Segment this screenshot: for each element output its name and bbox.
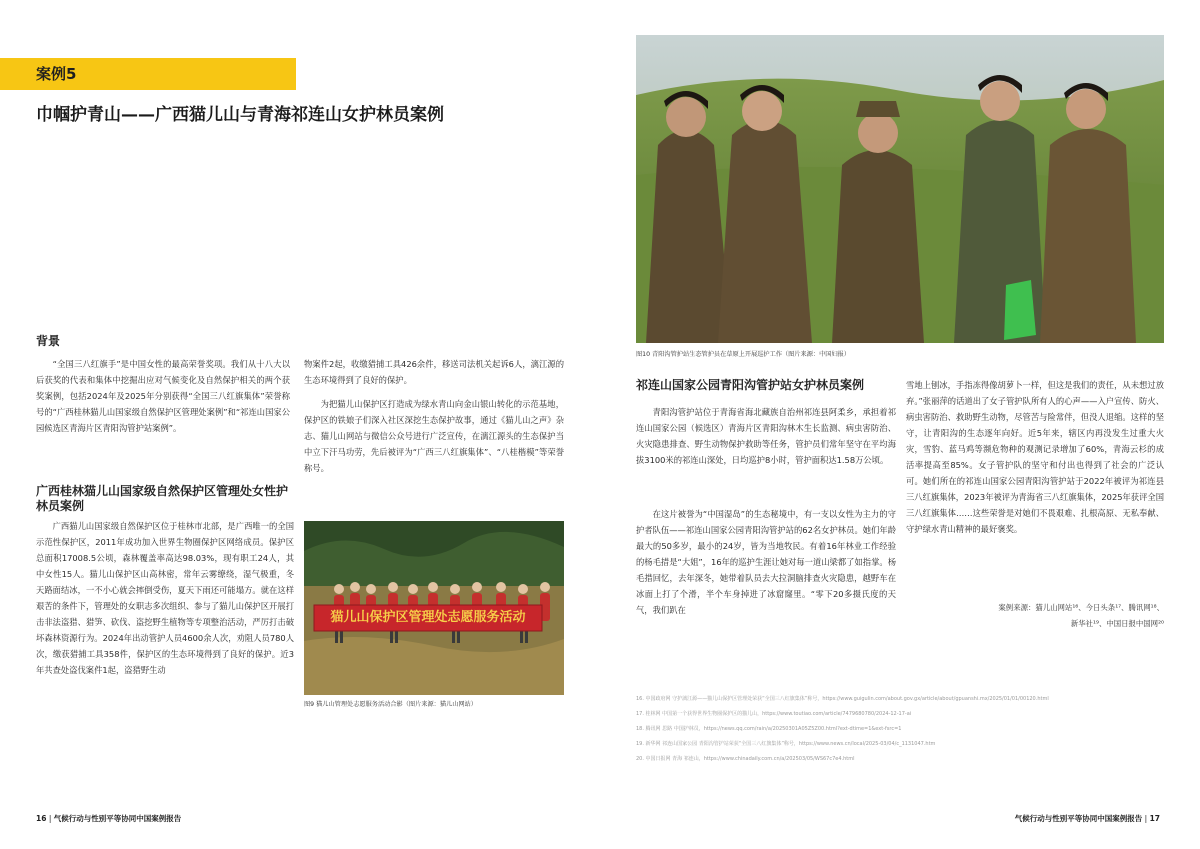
background-heading: 背景	[36, 334, 61, 348]
reference-18: 18. 腾讯网 思路 中国护林员，https://news.qq.com/rain/a/20250301A05Z5Z00.html?ext-dtime=1&ext-fsrc=1	[636, 726, 902, 732]
left-separator: |	[48, 814, 54, 823]
reference-17: 17. 桂林网 中国第一个获得世界生物圈保护区的猫儿山，https://www.toutiao.com/article/7479680780/2024-12-17-ai	[636, 711, 912, 717]
guangxi-paragraph-2: 为把猫儿山保护区打造成为绿水青山向金山银山转化的示范基地，保护区的铁娘子们深入社区深挖生态保护故事，通过《猫儿山之声》杂志、猫儿山网站与微信公众号进行广泛宣传，在漓江源头的生态保护当中立下汗马功劳，先后被评为“广西三八红旗集体”、“八桂楷模”等荣誉称号。	[304, 399, 564, 473]
case-sources-line-1: 案例来源：猫儿山网站¹⁶、今日头条¹⁷、腾讯网¹⁸、	[998, 603, 1164, 612]
qinghai-heading: 祁连山国家公园青阳沟管护站女护林员案例	[636, 378, 865, 392]
rangers-photo-illustration	[636, 35, 1164, 343]
volunteer-banner: 猫儿山保护区管理处志愿服务活动	[330, 610, 526, 625]
volunteer-group-photo	[304, 521, 564, 695]
qinghai-paragraph-1: 青阳沟管护站位于青海省海北藏族自治州祁连县阿柔乡，承担着祁连山国家公园（候选区）青海片区青阳沟林木生长监测、病虫害防治、火灾隐患排查、野生动物保护救助等任务，管护员们常年坚守在平均海拔3100米的祁连山深处，日均巡护8小时，管护面积达1.58万公顷。	[636, 407, 896, 465]
reference-16: 16. 中国政府网 守护漓江源——猫儿山保护区管理处荣获“全国三八红旗集体”称号，https://www.guigulin.com/about.gov.gx/article/about/gpuanshi.mx/2025/01/01/00120.html	[636, 696, 1049, 702]
right-footer-title: 气候行动与性别平等协同中国案例报告	[1014, 814, 1143, 823]
photo-9-caption: 图9 猫儿山管理处志愿服务活动合影（图片来源：猫儿山网站）	[304, 701, 477, 708]
guangxi-paragraph-1: 广西猫儿山国家级自然保护区位于桂林市北部，是广西唯一的全国示范性保护区，2011年成功加入世界生物圈保护区网络成员。保护区总面积17008.5公顷，森林覆盖率高达98.03%，现有职工24人，其中女性15人。猫儿山保护区山高林密，常年云雾缭绕，湿气极重，冬天路面结冰，一不小心就会摔倒受伤，夏天下雨还可能塌方。就在这样艰苦的条件下，管理处的女职志多次组织、参与了猫儿山保护区开展打击非法盗猎、猎笋、砍伐、盗挖野生植物等专项整治活动，严厉打击破坏森林资源行为。2024年出动管护人员4600余人次，劝阻人员780人次，缴获猎捕工具358件，保护区的生态环境得到了良好的保护。近3年共查处盗伐案件1起，盗猎野生动	[36, 521, 294, 675]
footer-left	[36, 813, 181, 824]
background-paragraph: “全国三八红旗手”是中国女性的最高荣誉奖项。我们从十八大以后获奖的代表和集体中挖掘出应对气候变化及自然保护相关的两个获奖案例，包括2024年及2025年分别获得“全国三八红旗集体”荣誉称号的“广西桂林猫儿山国家级自然保护区管理处案例”和“祁连山国家公园候选区青海片区青阳沟管护站案例”。	[36, 359, 290, 433]
left-page-number: 16	[36, 814, 47, 823]
photo-10-caption: 图10 青阳沟管护站生态管护员在草原上开展巡护工作（图片来源：中国妇报）	[636, 351, 851, 358]
qinghai-paragraph-2: 在这片被誉为“中国湿岛”的生态秘境中，有一支以女性为主力的守护者队伍——祁连山国家公园青阳沟管护站的62名女护林员。她们年龄最大的50多岁，最小的24岁，皆为当地牧民。有着16年林业工作经验的杨毛措是“大姐”，16年的巡护生涯让她对每一道山梁都了如指掌。杨毛措回忆，去年深冬，她带着队员去大拉洞脑排查火灾隐患，越野车在冰面上打了个滑，半个车身掉进了冰窟窿里。“零下20多摄氏度的天气，我们趴在	[636, 509, 896, 615]
case-tag: 案例5	[0, 58, 296, 90]
right-page-number: 17	[1149, 814, 1160, 823]
qinghai-paragraph-2-cont: 雪地上刨冰，手指冻得像胡萝卜一样，但这是我们的责任，从未想过放弃。”张丽萍的话道出了女子管护队所有人的心声——入户宣传、防火、病虫害防治、救助野生动物，尽管苦与险常伴，但没人退缩。这样的坚守，让青阳沟的生态逐年向好。近5年来，辖区内再没发生过重大火灾，雪豹、蓝马鸡等濒危物种的观测记录增加了60%，青海云杉的成活率提高至85%。女子管护队的坚守和付出也得到了社会的广泛认可。她们所在的祁连山国家公园青阳沟管护站于2022年被评为祁连县三八红旗集体，2023年被评为青海省三八红旗集体，2025年获评全国三八红旗集体……这些荣誉是对她们不畏艰难、扎根高原、无私奉献、守护绿水青山精神的最好褒奖。	[906, 380, 1164, 534]
right-separator: |	[1144, 814, 1150, 823]
guangxi-paragraph-1-cont: 物案件2起，收缴猎捕工具426余件，移送司法机关起诉6人，漓江源的生态环境得到了良好的保护。	[304, 359, 564, 385]
footer-right	[1015, 813, 1160, 824]
left-footer-title: 气候行动与性别平等协同中国案例报告	[53, 814, 182, 823]
case-title: 巾帼护青山——广西猫儿山与青海祁连山女护林员案例	[36, 105, 444, 125]
reference-20: 20. 中国日报网 青海 祁连山，https://www.chinadaily.com.cn/a/202503/05/WS67c7e4.html	[636, 756, 855, 762]
reference-19: 19. 新华网 祁连山国家公园 青阳沟管护站荣获“全国三八红旗集体”称号，https://www.news.cn/local/2025-03/04/c_1131047.htm	[636, 741, 936, 747]
references	[636, 692, 1166, 767]
rangers-photo	[636, 35, 1164, 343]
guangxi-heading: 广西桂林猫儿山国家级自然保护区管理处女性护林员案例	[36, 484, 289, 513]
case-sources-line-2: 新华社¹⁹、中国日报中国网²⁰	[1070, 619, 1164, 628]
